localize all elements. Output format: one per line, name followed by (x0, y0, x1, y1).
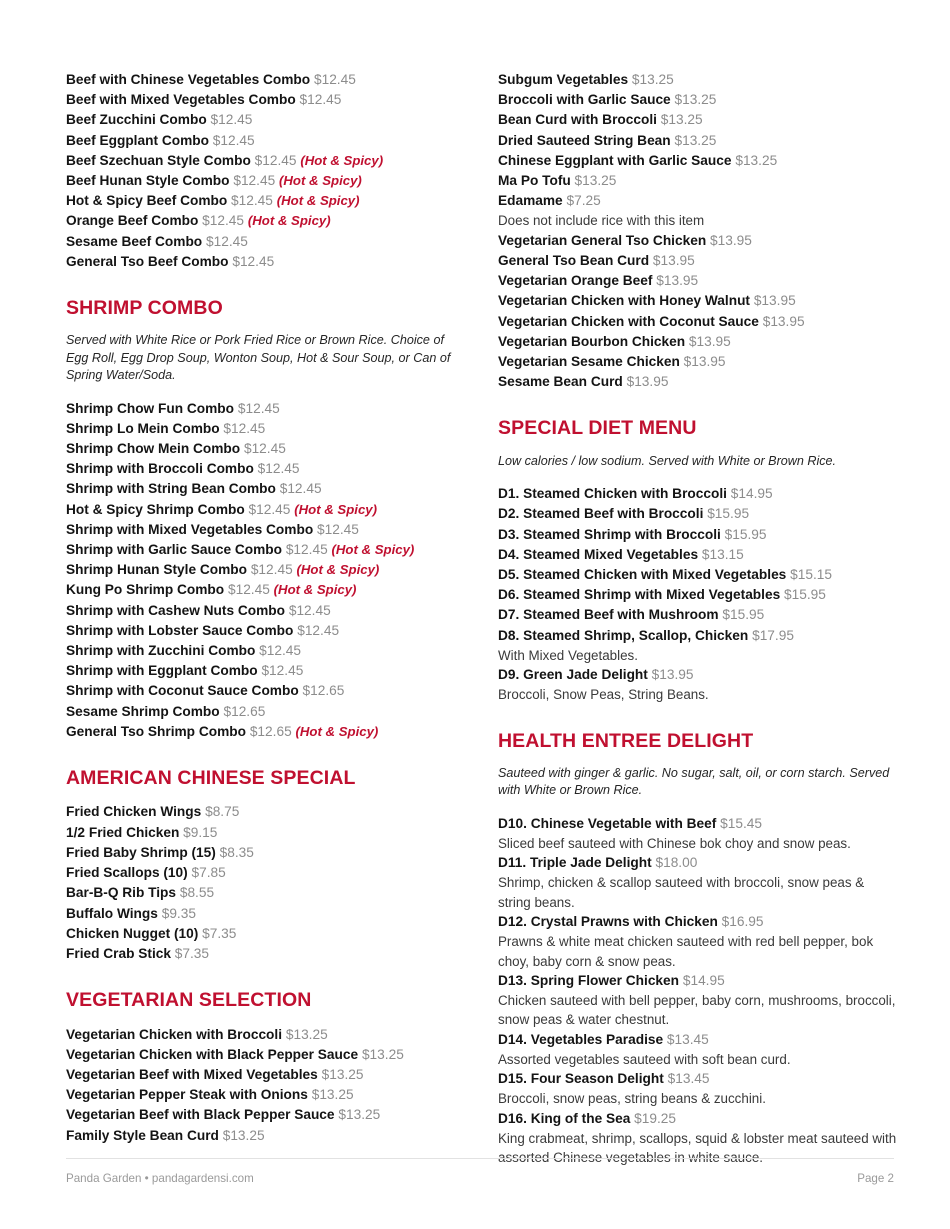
menu-item (66, 151, 462, 171)
menu-item-name: D7. Steamed Beef with Mushroom (498, 607, 719, 623)
menu-item-price: $12.45 (248, 501, 291, 517)
menu-item-name: Subgum Vegetables (498, 72, 629, 87)
menu-item-price: $12.45 (212, 132, 255, 148)
menu-item-price: $12.45 (285, 542, 328, 558)
menu-item-name: Family Style Bean Curd (66, 1127, 219, 1143)
section-title-special-diet-menu: SPECIAL DIET MENU (498, 417, 697, 440)
menu-item-price: $15.95 (722, 607, 765, 623)
menu-item (66, 560, 462, 580)
menu-item (66, 641, 462, 661)
menu-item (498, 971, 898, 991)
menu-item-price: $13.25 (674, 132, 717, 148)
vegetarian-selection-list (66, 1025, 462, 1146)
menu-item (66, 399, 462, 419)
menu-item-name: D14. Vegetables Paradise (498, 1031, 664, 1047)
menu-item (66, 681, 462, 701)
menu-item-name: D10. Chinese Vegetable with Beef (498, 815, 717, 831)
menu-item-name: Shrimp Chow Mein Combo (66, 441, 241, 456)
menu-item (66, 944, 462, 964)
menu-item-spicy-tag: (Hot & Spicy) (295, 723, 379, 739)
special-diet-menu-list (498, 484, 898, 704)
menu-item-description: Broccoli, snow peas, string beans & zucchini. (498, 1091, 766, 1107)
menu-item-name: Shrimp with Broccoli Combo (66, 461, 254, 477)
menu-item-description: Assorted vegetables sauteed with soft bean curd. (498, 1051, 791, 1067)
menu-item-name: Vegetarian Beef with Mixed Vegetables (66, 1066, 318, 1082)
menu-item-name: Fried Crab Stick (66, 945, 171, 961)
menu-item (498, 332, 898, 352)
menu-item-price: $12.45 (259, 643, 302, 659)
menu-item-name: Hot & Spicy Shrimp Combo (66, 501, 245, 517)
menu-item-spicy-tag: (Hot & Spicy) (247, 213, 331, 229)
menu-item-spicy-tag: (Hot & Spicy) (296, 562, 380, 578)
menu-item-name: Fried Scallops (10) (66, 865, 188, 881)
menu-item-price: $7.85 (191, 865, 226, 881)
menu-item (66, 924, 462, 944)
menu-item-name: Shrimp Chow Fun Combo (66, 400, 235, 416)
menu-item-name: Vegetarian Chicken with Coconut Sauce (498, 313, 759, 329)
menu-item-price: $16.95 (721, 914, 764, 930)
menu-item (66, 90, 462, 110)
menu-item (66, 802, 462, 822)
menu-item-description: Broccoli, Snow Peas, String Beans. (498, 687, 709, 703)
menu-item-name: Shrimp Lo Mein Combo (66, 420, 220, 436)
menu-item-price: $13.45 (667, 1071, 710, 1087)
menu-item (498, 605, 898, 625)
menu-item-price: $13.25 (321, 1066, 364, 1082)
menu-item-price: $14.95 (730, 486, 773, 502)
menu-item-name: D9. Green Jade Delight (498, 667, 648, 683)
menu-item-name: Edamame (498, 193, 563, 209)
menu-item-name: Bar-B-Q Rib Tips (66, 885, 177, 901)
menu-item-price: $12.45 (261, 663, 304, 679)
section-note-health-entree-delight: Sauteed with ginger & garlic. No sugar, salt, oil, or corn starch. Served with White or Brown Rice. (498, 766, 890, 798)
menu-item-name: Beef Szechuan Style Combo (66, 152, 251, 168)
menu-item-price: $15.95 (724, 526, 767, 542)
menu-item (66, 621, 462, 641)
menu-item-name: Sesame Bean Curd (498, 374, 623, 390)
menu-item-price: $15.95 (784, 587, 826, 603)
menu-item-name: Shrimp with String Bean Combo (66, 481, 276, 497)
menu-item (498, 131, 898, 151)
menu-item-name: D8. Steamed Shrimp, Scallop, Chicken (498, 627, 749, 643)
menu-item-name: D16. King of the Sea (498, 1110, 631, 1126)
menu-item (66, 520, 462, 540)
right-column (498, 70, 898, 1167)
menu-item-price: $13.45 (666, 1031, 709, 1047)
menu-item-name: Broccoli with Garlic Sauce (498, 92, 671, 108)
menu-item-name: Shrimp Hunan Style Combo (66, 562, 247, 578)
menu-item (498, 525, 898, 545)
menu-item (498, 171, 898, 191)
menu-item (66, 110, 462, 130)
menu-item-price: $8.55 (179, 885, 215, 901)
menu-item (66, 211, 462, 231)
menu-item (498, 90, 898, 110)
menu-item-price: $13.25 (361, 1046, 404, 1062)
menu-item-price: $13.95 (753, 293, 796, 309)
menu-item-name: D5. Steamed Chicken with Mixed Vegetables (498, 566, 787, 582)
page-footer (66, 1158, 894, 1185)
menu-item (66, 1025, 462, 1045)
menu-item-price: $12.45 (243, 441, 286, 456)
menu-item-name: General Tso Shrimp Combo (66, 723, 246, 739)
menu-item-price: $12.45 (237, 400, 280, 416)
menu-item (66, 500, 462, 520)
menu-item-price: $12.45 (317, 521, 359, 537)
footer-restaurant-info: Panda Garden • pandagardensi.com (66, 1172, 254, 1185)
menu-item (66, 843, 462, 863)
menu-item (66, 459, 462, 479)
menu-item (498, 312, 898, 332)
menu-item-price: $12.65 (302, 683, 345, 699)
section-note-shrimp-combo: Served with White Rice or Pork Fried Rice or Brown Rice. Choice of Egg Roll, Egg Drop Soup, Wonton Soup, Hot & Sour Soup, or Can of Spring Water/Soda. (66, 333, 451, 383)
menu-item-price: $13.95 (656, 273, 699, 289)
menu-item (498, 251, 898, 271)
menu-item-spicy-tag: (Hot & Spicy) (273, 582, 357, 598)
menu-item-price: $13.25 (311, 1087, 354, 1103)
menu-item-price: $18.00 (655, 855, 698, 871)
menu-item-name: D11. Triple Jade Delight (498, 855, 652, 871)
menu-item-name: Shrimp with Mixed Vegetables Combo (66, 521, 314, 537)
menu-item-name: D2. Steamed Beef with Broccoli (498, 506, 704, 522)
menu-item (498, 352, 898, 372)
menu-item-price: $13.25 (338, 1107, 381, 1123)
menu-item (498, 665, 898, 685)
menu-item (66, 419, 462, 439)
menu-item-name: Vegetarian Chicken with Black Pepper Sauce (66, 1046, 359, 1062)
menu-item-name: Ma Po Tofu (498, 173, 571, 189)
menu-item-price: $15.95 (707, 506, 750, 522)
menu-item-price: $9.15 (183, 824, 218, 840)
vegetarian-continued-list (498, 70, 898, 392)
menu-item (66, 70, 462, 90)
menu-item (498, 484, 898, 504)
menu-item-price: $9.35 (161, 905, 196, 921)
menu-item-spicy-tag: (Hot & Spicy) (276, 193, 360, 209)
menu-item-name: Vegetarian Sesame Chicken (498, 353, 680, 369)
menu-item (66, 823, 462, 843)
section-title-shrimp-combo: SHRIMP COMBO (66, 297, 223, 320)
menu-item (498, 912, 898, 932)
menu-item (66, 1085, 462, 1105)
menu-item (498, 70, 898, 90)
menu-item-price: $12.45 (223, 420, 266, 436)
menu-item-price: $12.45 (232, 253, 275, 269)
menu-item-name: Sesame Beef Combo (66, 233, 203, 249)
menu-item-name: Beef Hunan Style Combo (66, 173, 230, 189)
menu-item-name: Orange Beef Combo (66, 213, 199, 229)
menu-item-price: $12.45 (313, 72, 356, 87)
menu-item-price: $13.95 (710, 232, 752, 248)
menu-item-name: Beef Zucchini Combo (66, 112, 207, 128)
menu-item-price: $13.95 (652, 252, 695, 268)
menu-item-price: $12.65 (223, 703, 266, 719)
menu-item-name: Bean Curd with Broccoli (498, 112, 657, 128)
menu-item-description: Does not include rice with this item (498, 213, 705, 229)
menu-item (498, 1109, 898, 1129)
menu-item-name: D15. Four Season Delight (498, 1071, 664, 1087)
menu-item-price: $12.45 (288, 602, 331, 618)
menu-item-price: $12.45 (233, 173, 276, 189)
menu-item (498, 585, 898, 605)
menu-item-price: $13.95 (688, 333, 731, 349)
menu-item-name: Fried Chicken Wings (66, 804, 202, 820)
menu-item-name: Sesame Shrimp Combo (66, 703, 220, 719)
menu-item-price: $19.25 (634, 1110, 677, 1126)
menu-item (66, 439, 462, 459)
menu-item-price: $13.25 (574, 173, 617, 189)
menu-item-name: Shrimp with Garlic Sauce Combo (66, 542, 282, 558)
menu-item-spicy-tag: (Hot & Spicy) (331, 542, 415, 558)
beef-combo-continued-list (66, 70, 462, 272)
menu-item-name: Chicken Nugget (10) (66, 925, 199, 941)
menu-item-price: $8.75 (205, 804, 240, 820)
menu-item (66, 540, 462, 560)
menu-item-name: D6. Steamed Shrimp with Mixed Vegetables (498, 587, 781, 603)
menu-item-name: Buffalo Wings (66, 905, 158, 921)
menu-item (66, 580, 462, 600)
menu-item-name: Hot & Spicy Beef Combo (66, 193, 228, 209)
american-chinese-special-list (66, 802, 462, 964)
menu-item-price: $12.65 (249, 723, 292, 739)
menu-item (66, 863, 462, 883)
menu-item (66, 702, 462, 722)
menu-item-name: Vegetarian General Tso Chicken (498, 232, 707, 248)
menu-item-name: Kung Po Shrimp Combo (66, 582, 225, 598)
menu-item (498, 626, 898, 646)
menu-item-description: Sliced beef sauteed with Chinese bok choy and snow peas. (498, 835, 851, 851)
menu-item (498, 504, 898, 524)
menu-item-name: Vegetarian Pepper Steak with Onions (66, 1087, 308, 1103)
menu-item-name: D1. Steamed Chicken with Broccoli (498, 486, 727, 502)
menu-item (66, 1105, 462, 1125)
menu-item (498, 231, 898, 251)
menu-item-description: Shrimp, chicken & scallop sauteed with broccoli, snow peas & string beans. (498, 875, 865, 910)
menu-item-description: King crabmeat, shrimp, scallops, squid & lobster meat sauteed with assorted Chinese vegetables in white sauce. (498, 1130, 897, 1166)
menu-item-name: Beef with Mixed Vegetables Combo (66, 92, 296, 108)
menu-item (66, 1126, 462, 1146)
menu-item (66, 252, 462, 272)
menu-item-price: $12.45 (250, 562, 293, 578)
menu-item-price: $13.25 (222, 1127, 265, 1143)
menu-item-name: Vegetarian Orange Beef (498, 273, 653, 289)
menu-item (498, 853, 898, 873)
menu-item-spicy-tag: (Hot & Spicy) (294, 501, 378, 517)
menu-item-name: Shrimp with Coconut Sauce Combo (66, 683, 299, 699)
menu-item-name: 1/2 Fried Chicken (66, 824, 180, 840)
menu-item (66, 883, 462, 903)
menu-item-name: Dried Sauteed String Bean (498, 132, 671, 148)
menu-item-price: $12.45 (257, 461, 300, 477)
menu-item (66, 232, 462, 252)
menu-item-description: Chicken sauteed with bell pepper, baby corn, mushrooms, broccoli, snow peas & water chestnut. (498, 993, 896, 1028)
menu-item-name: Vegetarian Beef with Black Pepper Sauce (66, 1107, 335, 1123)
menu-item-description: With Mixed Vegetables. (498, 647, 638, 663)
menu-item-name: D4. Steamed Mixed Vegetables (498, 546, 699, 562)
menu-item-price: $13.25 (631, 72, 674, 87)
menu-item-price: $7.25 (566, 193, 601, 209)
section-note-special-diet-menu: Low calories / low sodium. Served with White or Brown Rice. (498, 453, 837, 468)
menu-item (66, 479, 462, 499)
menu-item-price: $13.95 (762, 313, 805, 329)
menu-item (66, 601, 462, 621)
menu-item-price: $13.15 (701, 546, 744, 562)
menu-item-price: $12.45 (279, 481, 322, 497)
menu-item-price: $13.25 (660, 112, 703, 128)
menu-item-price: $12.45 (231, 193, 273, 209)
menu-item-price: $12.45 (227, 582, 270, 598)
menu-item (498, 151, 898, 171)
menu-item-price: $8.35 (219, 844, 254, 860)
menu-item-price: $12.45 (205, 233, 248, 249)
menu-item-price: $12.45 (254, 152, 297, 168)
menu-item-name: Vegetarian Chicken with Honey Walnut (498, 293, 750, 309)
section-title-american-chinese-special: AMERICAN CHINESE SPECIAL (66, 767, 356, 790)
menu-item-price: $7.35 (202, 925, 237, 941)
menu-item-price: $12.45 (297, 622, 340, 638)
menu-item-price: $7.35 (174, 945, 210, 961)
menu-item-name: D13. Spring Flower Chicken (498, 972, 680, 988)
menu-item-price: $17.95 (752, 627, 794, 643)
menu-item (498, 565, 898, 585)
menu-item-name: Shrimp with Lobster Sauce Combo (66, 622, 294, 638)
menu-item-name: Vegetarian Bourbon Chicken (498, 333, 686, 349)
menu-item (498, 1030, 898, 1050)
menu-item-price: $15.15 (790, 566, 832, 582)
menu-item (66, 191, 462, 211)
menu-item (498, 814, 898, 834)
menu-item-name: General Tso Bean Curd (498, 252, 650, 268)
menu-item-price: $13.25 (285, 1026, 328, 1042)
menu-item-name: General Tso Beef Combo (66, 253, 229, 269)
menu-item (498, 110, 898, 130)
menu-item-name: Chinese Eggplant with Garlic Sauce (498, 152, 732, 168)
shrimp-combo-list (66, 399, 462, 742)
menu-item-name: Shrimp with Cashew Nuts Combo (66, 602, 286, 618)
menu-item-price: $13.25 (735, 152, 778, 168)
section-title-health-entree-delight: HEALTH ENTREE DELIGHT (498, 729, 754, 752)
menu-item-name: D12. Crystal Prawns with Chicken (498, 914, 718, 930)
menu-item-name: Shrimp with Eggplant Combo (66, 663, 258, 679)
menu-item-price: $13.95 (626, 374, 669, 390)
menu-item-description: Prawns & white meat chicken sauteed with red bell pepper, bok choy, baby corn & snow peas. (498, 934, 874, 969)
menu-item-name: Vegetarian Chicken with Broccoli (66, 1026, 283, 1042)
menu-item (66, 171, 462, 191)
menu-item-price: $13.95 (683, 353, 726, 369)
menu-item (66, 1065, 462, 1085)
menu-item-price: $13.95 (651, 667, 694, 683)
menu-item-price: $12.45 (299, 92, 342, 108)
menu-item-spicy-tag: (Hot & Spicy) (279, 173, 362, 189)
menu-item-price: $15.45 (720, 815, 762, 831)
menu-item-price: $14.95 (682, 972, 725, 988)
menu-item (498, 1069, 898, 1089)
menu-item (66, 722, 462, 742)
left-column (66, 70, 462, 1146)
menu-item-price: $12.45 (202, 213, 245, 229)
health-entree-delight-list (498, 814, 898, 1168)
menu-item (498, 271, 898, 291)
menu-item (66, 1045, 462, 1065)
footer-page-number: Page 2 (857, 1172, 894, 1185)
menu-item (498, 545, 898, 565)
menu-item (498, 291, 898, 311)
menu-item-name: D3. Steamed Shrimp with Broccoli (498, 526, 721, 542)
menu-item-name: Beef Eggplant Combo (66, 132, 209, 148)
menu-item (498, 372, 898, 392)
menu-item-price: $12.45 (210, 112, 253, 128)
menu-columns (66, 70, 897, 1167)
section-title-vegetarian-selection: VEGETARIAN SELECTION (66, 989, 312, 1012)
menu-item (66, 661, 462, 681)
menu-item-name: Fried Baby Shrimp (15) (66, 844, 216, 860)
menu-item (498, 191, 898, 211)
menu-item-spicy-tag: (Hot & Spicy) (300, 152, 384, 168)
menu-item-name: Beef with Chinese Vegetables Combo (66, 72, 311, 87)
menu-item (66, 904, 462, 924)
menu-item (66, 131, 462, 151)
menu-item-price: $13.25 (674, 92, 717, 108)
menu-item-name: Shrimp with Zucchini Combo (66, 643, 256, 659)
